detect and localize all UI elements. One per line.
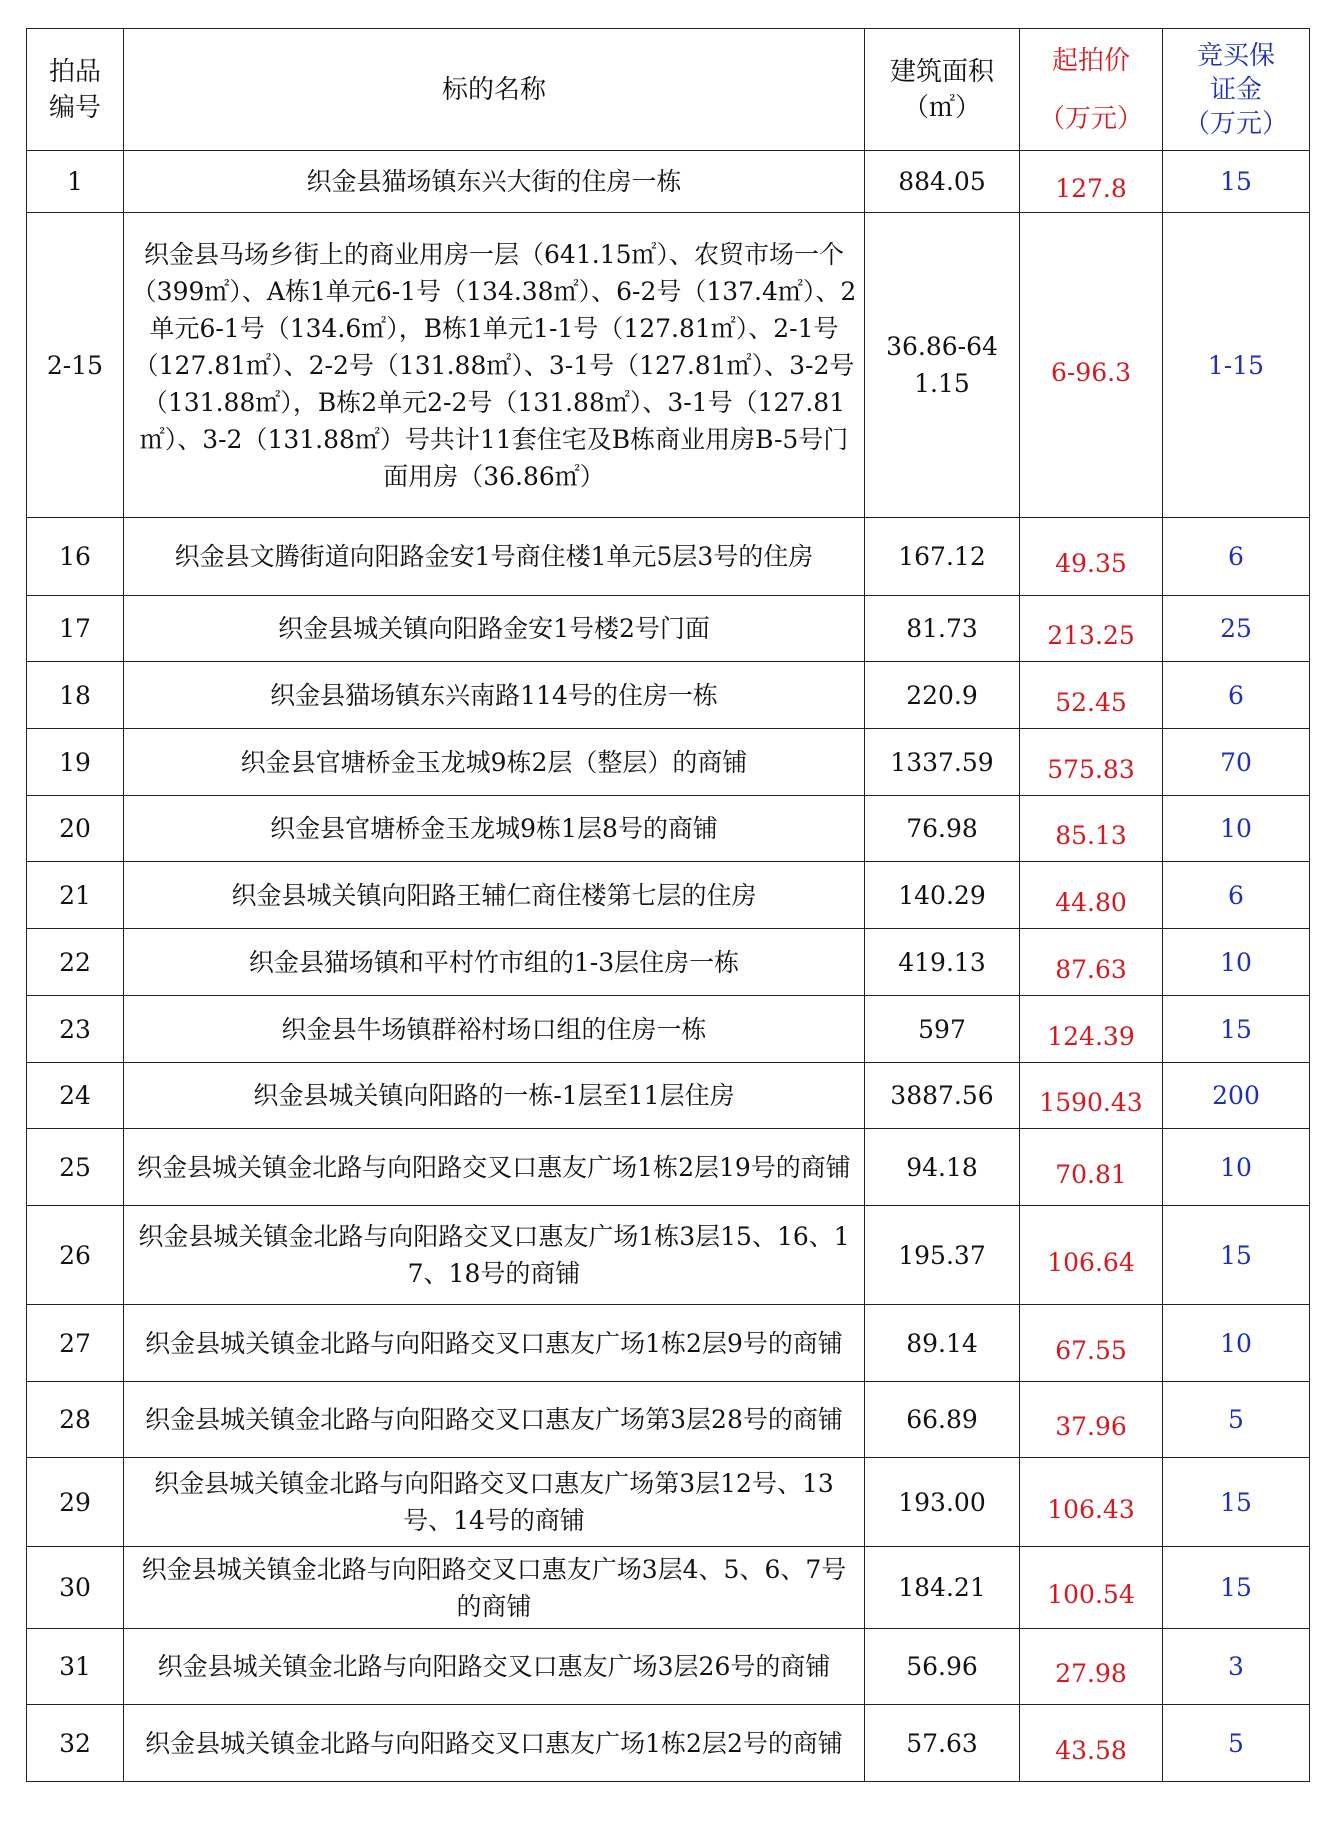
- starting-price-cell: [1020, 996, 1163, 1063]
- table-row: [27, 1629, 1310, 1705]
- deposit-cell: 15: [1163, 151, 1310, 213]
- deposit-cell: 6: [1163, 662, 1310, 729]
- starting-price-cell: [1020, 1629, 1163, 1705]
- table-row: [27, 1705, 1310, 1782]
- lot-number-cell: 21: [27, 862, 124, 929]
- deposit-cell: 70: [1163, 729, 1310, 796]
- lot-number-cell: 28: [27, 1382, 124, 1458]
- lot-number-cell: 1: [27, 151, 124, 213]
- table-row: [27, 1458, 1310, 1547]
- table-row: [27, 596, 1310, 662]
- lot-number-cell: 26: [27, 1206, 124, 1305]
- table-row: [27, 996, 1310, 1063]
- deposit-cell: 200: [1163, 1063, 1310, 1129]
- area-cell: 1337.59: [865, 729, 1020, 796]
- deposit-cell: 10: [1163, 796, 1310, 862]
- header-deposit-label: 竞买保证金: [1196, 40, 1275, 105]
- starting-price-value: 49.35: [1055, 549, 1127, 578]
- header-row: [27, 29, 1310, 151]
- deposit-cell: 15: [1163, 1547, 1310, 1629]
- starting-price-value: 6-96.3: [1050, 357, 1132, 387]
- starting-price-cell: [1020, 518, 1163, 596]
- lot-number-cell: 20: [27, 796, 124, 862]
- table-row: [27, 862, 1310, 929]
- starting-price-cell: [1020, 213, 1163, 518]
- lot-number-cell: 17: [27, 596, 124, 662]
- lot-name-cell: 织金县官塘桥金玉龙城9栋1层8号的商铺: [124, 796, 865, 862]
- lot-number-cell: 2-15: [27, 213, 124, 518]
- area-cell: 36.86-641.15: [865, 213, 1020, 518]
- deposit-cell: 6: [1163, 862, 1310, 929]
- deposit-cell: 1-15: [1163, 213, 1310, 518]
- area-cell: 94.18: [865, 1129, 1020, 1206]
- table-row: [27, 1063, 1310, 1129]
- lot-number-cell: 32: [27, 1705, 124, 1782]
- lot-name-cell: 织金县城关镇金北路与向阳路交叉口惠友广场第3层12号、13号、14号的商铺: [124, 1458, 865, 1547]
- starting-price-cell: [1020, 662, 1163, 729]
- lot-name-cell: 织金县城关镇向阳路王辅仁商住楼第七层的住房: [124, 862, 865, 929]
- starting-price-value: 27.98: [1055, 1659, 1127, 1688]
- deposit-cell: 10: [1163, 1129, 1310, 1206]
- starting-price-cell: [1020, 1547, 1163, 1629]
- deposit-cell: 10: [1163, 1305, 1310, 1382]
- area-cell: 167.12: [865, 518, 1020, 596]
- deposit-cell: 3: [1163, 1629, 1310, 1705]
- table-row: [27, 1547, 1310, 1629]
- starting-price-value: 127.8: [1055, 174, 1127, 203]
- lot-name-cell: 织金县文腾街道向阳路金安1号商住楼1单元5层3号的住房: [124, 518, 865, 596]
- lot-number-cell: 16: [27, 518, 124, 596]
- table-row: [27, 1305, 1310, 1382]
- deposit-cell: 5: [1163, 1382, 1310, 1458]
- area-cell: 419.13: [865, 929, 1020, 996]
- lot-name-cell: 织金县城关镇金北路与向阳路交叉口惠友广场1栋2层2号的商铺: [124, 1705, 865, 1782]
- starting-price-cell: [1020, 1458, 1163, 1547]
- area-cell: 3887.56: [865, 1063, 1020, 1129]
- starting-price-value: 106.43: [1047, 1494, 1135, 1524]
- starting-price-cell: [1020, 151, 1163, 213]
- lot-number-cell: 22: [27, 929, 124, 996]
- lot-number-cell: 25: [27, 1129, 124, 1206]
- header-price-label: 起拍价: [1051, 45, 1130, 76]
- table-row: [27, 1206, 1310, 1305]
- deposit-cell: 10: [1163, 929, 1310, 996]
- area-cell: 57.63: [865, 1705, 1020, 1782]
- table-header: [27, 29, 1310, 151]
- auction-lot-table: [26, 28, 1310, 1782]
- deposit-cell: 15: [1163, 1458, 1310, 1547]
- lot-number-cell: 31: [27, 1629, 124, 1705]
- table-row: [27, 151, 1310, 213]
- starting-price-cell: [1020, 1382, 1163, 1458]
- starting-price-value: 52.45: [1055, 687, 1127, 717]
- table-row: [27, 518, 1310, 596]
- table-row: [27, 796, 1310, 862]
- starting-price-value: 70.81: [1055, 1159, 1127, 1189]
- area-cell: 89.14: [865, 1305, 1020, 1382]
- starting-price-value: 37.96: [1055, 1412, 1127, 1441]
- table-row: [27, 662, 1310, 729]
- deposit-cell: 5: [1163, 1705, 1310, 1782]
- table-row: [27, 1129, 1310, 1206]
- lot-name-cell: 织金县城关镇金北路与向阳路交叉口惠友广场3层4、5、6、7号的商铺: [124, 1547, 865, 1629]
- area-cell: 884.05: [865, 151, 1020, 213]
- area-cell: 66.89: [865, 1382, 1020, 1458]
- lot-name-cell: 织金县官塘桥金玉龙城9栋2层（整层）的商铺: [124, 729, 865, 796]
- lot-name-cell: 织金县马场乡街上的商业用房一层（641.15㎡）、农贸市场一个（399㎡）、A栋1单元6-1号（134.38㎡）、6-2号（137.4㎡）、2单元6-1号（134.6㎡），B栋1单元1-1号（127.81㎡）、2-1号（127.81㎡）、2-2号（131.88㎡）、3-1号（127.81㎡）、3-2号（131.88㎡），B栋2单元2-2号（131.88㎡）、3-1号（127.81㎡）、3-2（131.88㎡）号共计11套住宅及B栋商业用房B-5号门面用房（36.86㎡）: [124, 213, 865, 518]
- area-cell: 81.73: [865, 596, 1020, 662]
- lot-name-cell: 织金县城关镇向阳路金安1号楼2号门面: [124, 596, 865, 662]
- area-cell: 184.21: [865, 1547, 1020, 1629]
- header-area: 建筑面积（㎡）: [865, 29, 1020, 151]
- lot-number-cell: 23: [27, 996, 124, 1063]
- lot-name-cell: 织金县猫场镇东兴南路114号的住房一栋: [124, 662, 865, 729]
- lot-name-cell: 织金县城关镇金北路与向阳路交叉口惠友广场1栋3层15、16、17、18号的商铺: [124, 1206, 865, 1305]
- area-cell: 193.00: [865, 1458, 1020, 1547]
- starting-price-cell: [1020, 1705, 1163, 1782]
- starting-price-value: 100.54: [1047, 1580, 1135, 1609]
- lot-name-cell: 织金县城关镇金北路与向阳路交叉口惠友广场3层26号的商铺: [124, 1629, 865, 1705]
- starting-price-value: 213.25: [1047, 621, 1135, 650]
- deposit-cell: 15: [1163, 1206, 1310, 1305]
- starting-price-cell: [1020, 1206, 1163, 1305]
- starting-price-value: 43.58: [1055, 1735, 1127, 1765]
- starting-price-cell: [1020, 796, 1163, 862]
- starting-price-value: 44.80: [1055, 887, 1127, 917]
- starting-price-value: 106.64: [1047, 1247, 1135, 1277]
- lot-name-cell: 织金县城关镇向阳路的一栋-1层至11层住房: [124, 1063, 865, 1129]
- lot-name-cell: 织金县城关镇金北路与向阳路交叉口惠友广场第3层28号的商铺: [124, 1382, 865, 1458]
- area-cell: 140.29: [865, 862, 1020, 929]
- starting-price-cell: [1020, 929, 1163, 996]
- starting-price-value: 87.63: [1055, 954, 1127, 984]
- starting-price-value: 85.13: [1055, 821, 1127, 850]
- header-price-unit: （万元）: [1038, 103, 1143, 134]
- area-cell: 76.98: [865, 796, 1020, 862]
- lot-name-cell: 织金县城关镇金北路与向阳路交叉口惠友广场1栋2层9号的商铺: [124, 1305, 865, 1382]
- header-name: 标的名称: [124, 29, 865, 151]
- lot-name-cell: 织金县猫场镇东兴大街的住房一栋: [124, 151, 865, 213]
- starting-price-value: 1590.43: [1039, 1088, 1143, 1117]
- lot-number-cell: 29: [27, 1458, 124, 1547]
- lot-name-cell: 织金县城关镇金北路与向阳路交叉口惠友广场1栋2层19号的商铺: [124, 1129, 865, 1206]
- starting-price-value: 575.83: [1047, 754, 1135, 784]
- area-cell: 220.9: [865, 662, 1020, 729]
- starting-price-cell: [1020, 1129, 1163, 1206]
- lot-number-cell: 30: [27, 1547, 124, 1629]
- lot-name-cell: 织金县牛场镇群裕村场口组的住房一栋: [124, 996, 865, 1063]
- header-deposit-unit: （万元）: [1183, 108, 1288, 139]
- table-row: [27, 1382, 1310, 1458]
- table-row: [27, 213, 1310, 518]
- area-cell: 597: [865, 996, 1020, 1063]
- deposit-cell: 15: [1163, 996, 1310, 1063]
- header-price: [1020, 29, 1163, 151]
- table-row: [27, 729, 1310, 796]
- starting-price-value: 124.39: [1047, 1021, 1135, 1051]
- deposit-cell: 6: [1163, 518, 1310, 596]
- lot-number-cell: 18: [27, 662, 124, 729]
- area-cell: 56.96: [865, 1629, 1020, 1705]
- starting-price-cell: [1020, 1305, 1163, 1382]
- area-cell: 195.37: [865, 1206, 1020, 1305]
- header-deposit: [1163, 29, 1310, 151]
- header-lot-no: 拍品编号: [27, 29, 124, 151]
- table-row: [27, 929, 1310, 996]
- lot-name-cell: 织金县猫场镇和平村竹市组的1-3层住房一栋: [124, 929, 865, 996]
- lot-number-cell: 19: [27, 729, 124, 796]
- starting-price-cell: [1020, 596, 1163, 662]
- starting-price-cell: [1020, 862, 1163, 929]
- starting-price-cell: [1020, 1063, 1163, 1129]
- deposit-cell: 25: [1163, 596, 1310, 662]
- starting-price-cell: [1020, 729, 1163, 796]
- lot-number-cell: 24: [27, 1063, 124, 1129]
- table-body: [27, 151, 1310, 1782]
- starting-price-value: 67.55: [1055, 1335, 1127, 1365]
- lot-number-cell: 27: [27, 1305, 124, 1382]
